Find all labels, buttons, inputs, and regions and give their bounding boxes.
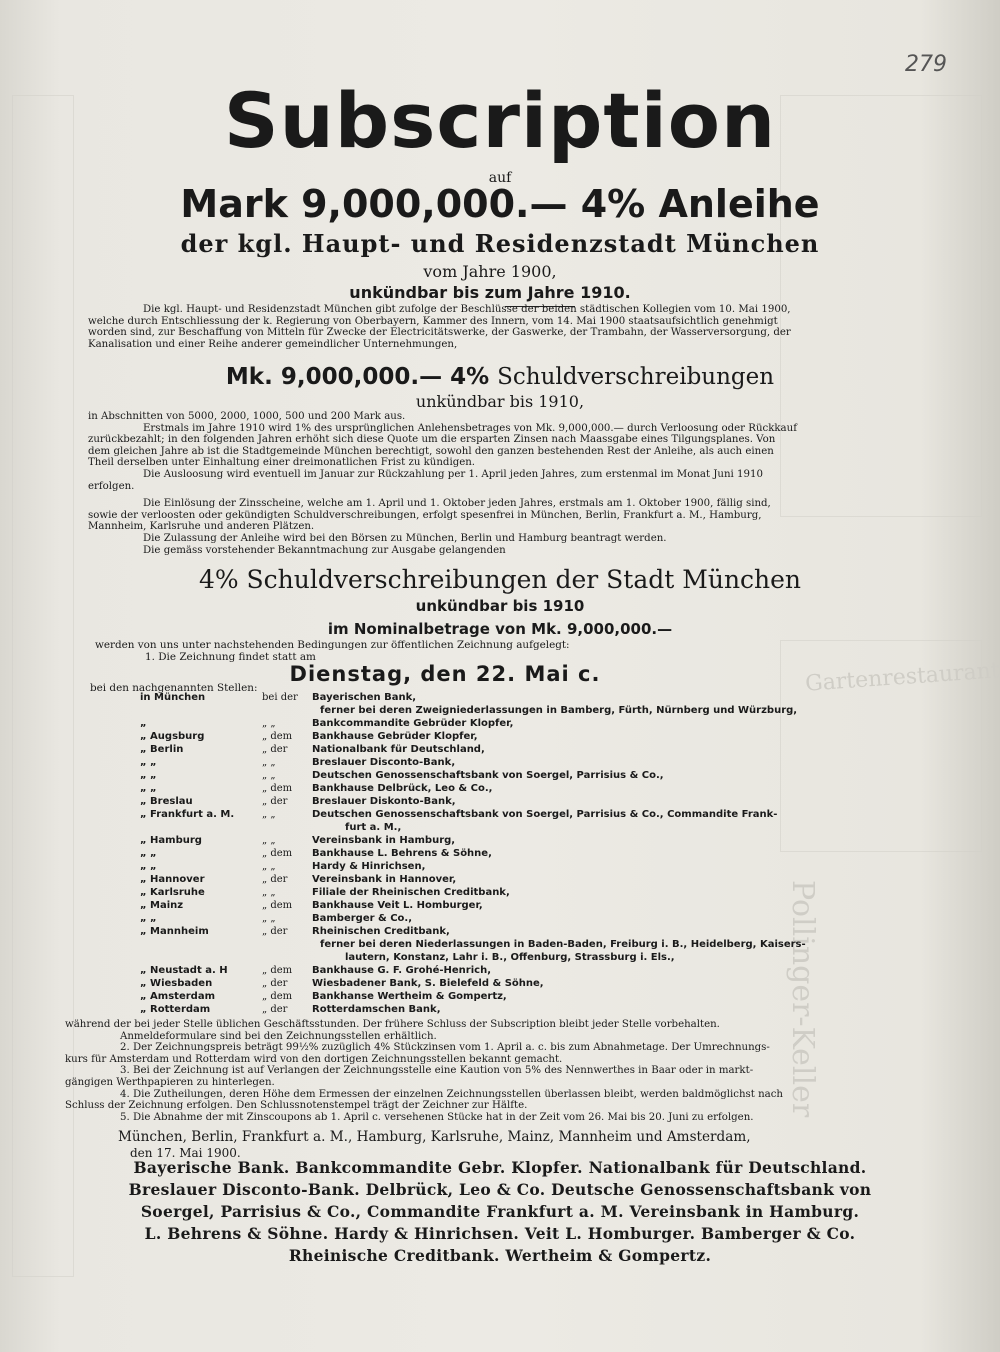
place-bank: Bankhause Delbrück, Leo & Co., [312, 783, 493, 794]
place-separator: „ „ [262, 861, 276, 872]
place-city: in München [140, 692, 206, 703]
place-bank: Rotterdamschen Bank, [312, 1004, 441, 1015]
offer-subheading-1: unkündbar bis 1910 [415, 597, 585, 615]
condition-line: Anmeldeformulare sind bei den Zeichnungsstellen erhältlich. [120, 1030, 437, 1042]
intro-line: welche durch Entschliessung der k. Regierung von Oberbayern, Kammer des Innern, vom 14. Mai 1900 staatsaufsichtlich genehmigt [88, 315, 778, 327]
place-separator: „ „ [262, 913, 276, 924]
auf-label: auf [488, 170, 512, 186]
terms-line: Die Ausloosung wird eventuell im Januar zur Rückzahlung per 1. April jeden Jahres, zum erstenmal im Monat Juni 1910 [143, 468, 763, 480]
place-city: „ Breslau [140, 796, 193, 807]
place-separator: „ dem [262, 991, 293, 1002]
place-city: „ [140, 718, 147, 729]
intro-line: Kanalisation und einer Reihe anderer gemeindlicher Unternehmungen, [88, 338, 458, 350]
place-bank: Bankhause L. Behrens & Söhne, [312, 848, 492, 859]
terms-paragraph [88, 411, 868, 556]
terms-line: dem gleichen Jahre ab ist die Stadtgemeinde München berechtigt, sowohl den ganzen bestehenden Rest der Anleihe, als auch einen [88, 445, 774, 457]
place-separator: „ der [262, 926, 288, 937]
place-bank: Nationalbank für Deutschland, [312, 744, 485, 755]
place-bank: Bankhause Veit L. Homburger, [312, 900, 483, 911]
place-bank: lautern, Konstanz, Lahr i. B., Offenburg, Strassburg i. Els., [345, 952, 675, 963]
offer-line-3: bei den nachgenannten Stellen: [90, 682, 258, 694]
place-city: „ „ [140, 770, 157, 781]
place-separator: bei der [262, 692, 298, 703]
place-separator: „ dem [262, 848, 293, 859]
place-separator: „ dem [262, 965, 293, 976]
signatory-line: Breslauer Disconto-Bank. Delbrück, Leo & Co. Deutsche Genossenschaftsbank von [128, 1180, 872, 1199]
year-line: vom Jahre 1900, [423, 262, 557, 281]
place-separator: „ „ [262, 718, 276, 729]
condition-line: Schluss der Zeichnung erfolgen. Den Schlussnotenstempel trägt der Zeichner zur Hälfte. [65, 1100, 528, 1112]
terms-line: erfolgen. [88, 480, 135, 492]
condition-line: kurs für Amsterdam und Rotterdam wird von den dortigen Zeichnungsstellen bekannt gemacht. [65, 1053, 563, 1065]
place-bank: Deutschen Genossenschaftsbank von Soergel, Parrisius & Co., Commandite Frank- [312, 809, 778, 820]
signatory-line: Soergel, Parrisius & Co., Commandite Frankfurt a. M. Vereinsbank in Hamburg. [140, 1202, 860, 1221]
place-bank: Vereinsbank in Hamburg, [312, 835, 456, 846]
condition-line: 2. Der Zeichnungspreis beträgt 99½% zuzüglich 4% Stückzinsen vom 1. April a. c. bis zum Abnahmetage. Der Umrechnungs- [120, 1042, 770, 1054]
condition-line: 4. Die Zutheilungen, deren Höhe dem Ermessen der einzelnen Zeichnungsstellen überlassen bleibt, werden baldmöglichst nach [120, 1088, 783, 1100]
signatory-line: Rheinische Creditbank. Wertheim & Gompertz. [288, 1246, 712, 1265]
bonds-amount: Mk. 9,000,000.— 4% [225, 364, 490, 390]
offer-line-2: 1. Die Zeichnung findet statt am [145, 651, 316, 663]
offer-subheading-2: im Nominalbetrage von Mk. 9,000,000.— [327, 620, 673, 638]
ghost-side-text-1: Pollinger-Keller [785, 880, 820, 1118]
intro-line: worden sind, zur Beschaffung von Mitteln für Zwecke der Electricitätswerke, der Gaswerke, der Trambahn, der Wasserversorgung, der [88, 327, 791, 339]
city-headline: der kgl. Haupt- und Residenzstadt München [180, 229, 820, 258]
place-city: „ Mannheim [140, 926, 209, 937]
terms-line: Die Einlösung der Zinsscheine, welche am 1. April und 1. Oktober jeden Jahres, erstmals am 1. Oktober 1900, fällig sind, [143, 498, 771, 510]
page-number: 279 [905, 52, 947, 77]
place-city: „ „ [140, 757, 157, 768]
closing-date-line: den 17. Mai 1900. [130, 1146, 241, 1160]
place-city: „ „ [140, 861, 157, 872]
intro-line: Die kgl. Haupt- und Residenzstadt München gibt zufolge der Beschlüsse der beiden städtischen Kollegien vom 10. Mai 1900, [143, 304, 791, 315]
place-bank: Wiesbadener Bank, S. Bielefeld & Söhne, [312, 978, 544, 989]
signatory-line: Bayerische Bank. Bankcommandite Gebr. Klopfer. Nationalbank für Deutschland. [133, 1158, 867, 1177]
subscription-date: Dienstag, den 22. Mai c. [289, 662, 601, 686]
terms-line: zurückbezahlt; in den folgenden Jahren erhöht sich diese Quote um die ersparten Zinsen nach Maassgabe eines Tilgungsplanes. Von [88, 434, 776, 446]
place-city: „ Rotterdam [140, 1004, 211, 1015]
place-bank: Bamberger & Co., [312, 913, 413, 924]
place-separator: „ der [262, 744, 288, 755]
place-bank: Rheinischen Creditbank, [312, 926, 450, 937]
terms-line: Erstmals im Jahre 1910 wird 1% des ursprünglichen Anlehensbetrages von Mk. 9,000,000.— durch Verloosung oder Rückkauf [143, 422, 797, 434]
place-city: „ Wiesbaden [140, 978, 213, 989]
place-bank: Bankhause G. F. Grohé-Henrich, [312, 965, 492, 976]
place-city: „ „ [140, 783, 157, 794]
unkuendbar-line: unkündbar bis zum Jahre 1910. [349, 283, 631, 302]
amount-headline: Mark 9,000,000.— 4% Anleihe [180, 182, 820, 226]
place-separator: „ der [262, 796, 288, 807]
place-separator: „ dem [262, 731, 293, 742]
place-bank: ferner bei deren Zweigniederlassungen in Bamberg, Fürth, Nürnberg und Würzburg, [320, 705, 798, 716]
bonds-heading [60, 364, 940, 390]
ghost-side-text-2: Gartenrestaurant [804, 658, 1000, 697]
place-bank: Deutschen Genossenschaftsbank von Soergel, Parrisius & Co., [312, 770, 664, 781]
page-title: Subscription [223, 76, 777, 165]
offer-heading: 4% Schuldverschreibungen der Stadt München [198, 565, 802, 594]
terms-line: Die Zulassung der Anleihe wird bei den Börsen zu München, Berlin und Hamburg beantragt werden. [143, 532, 667, 544]
place-city: „ Augsburg [140, 731, 205, 742]
condition-line: während der bei jeder Stelle üblichen Geschäftsstunden. Der frühere Schluss der Subscription bleibt jeder Stelle vorbehalten. [65, 1019, 720, 1030]
place-separator: „ „ [262, 757, 276, 768]
bonds-label: Schuldverschreibungen [497, 364, 775, 390]
condition-line: gängigen Werthpapieren zu hinterlegen. [65, 1076, 275, 1088]
place-bank: Filiale der Rheinischen Creditbank, [312, 887, 510, 898]
signatory-line: L. Behrens & Söhne. Hardy & Hinrichsen. Veit L. Homburger. Bamberger & Co. [144, 1224, 856, 1243]
place-separator: „ dem [262, 900, 293, 911]
place-separator: „ „ [262, 809, 276, 820]
place-bank: Vereinsbank in Hannover, [312, 874, 457, 885]
place-separator: „ „ [262, 835, 276, 846]
closing-place-line: München, Berlin, Frankfurt a. M., Hamburg, Karlsruhe, Mainz, Mannheim und Amsterdam, [118, 1129, 751, 1145]
place-bank: Bankhause Gebrüder Klopfer, [312, 731, 478, 742]
place-bank: Breslauer Diskonto-Bank, [312, 796, 456, 807]
place-bank: ferner bei deren Niederlassungen in Baden-Baden, Freiburg i. B., Heidelberg, Kaisers- [320, 939, 806, 950]
place-city: „ „ [140, 913, 157, 924]
place-bank: Bankcommandite Gebrüder Klopfer, [312, 718, 514, 729]
place-city: „ Hannover [140, 874, 205, 885]
condition-line: 5. Die Abnahme der mit Zinscoupons ab 1. April c. versehenen Stücke hat in der Zeit vom 26. Mai bis 20. Juni zu erfolgen. [120, 1111, 754, 1123]
place-city: „ Karlsruhe [140, 887, 205, 898]
place-city: „ Hamburg [140, 835, 202, 846]
place-separator: „ der [262, 978, 288, 989]
terms-line: sowie der verloosten oder gekündigten Schuldverschreibungen, erfolgt spesenfrei in München, Berlin, Frankfurt a. M., Hamburg, [88, 509, 762, 521]
terms-line: Mannheim, Karlsruhe und anderen Plätzen. [88, 521, 315, 533]
place-city: „ „ [140, 848, 157, 859]
place-bank: Bayerischen Bank, [312, 692, 417, 703]
offer-line-1: werden von uns unter nachstehenden Bedingungen zur öffentlichen Zeichnung aufgelegt: [95, 639, 570, 651]
place-city: „ Frankfurt a. M. [140, 809, 235, 820]
place-separator: „ der [262, 1004, 288, 1015]
place-bank: Hardy & Hinrichsen, [312, 861, 426, 872]
place-separator: „ „ [262, 887, 276, 898]
conditions-paragraph [65, 1019, 865, 1123]
terms-line: Die gemäss vorstehender Bekanntmachung zur Ausgabe gelangenden [143, 544, 506, 556]
place-bank: furt a. M., [345, 822, 402, 833]
place-separator: „ „ [262, 770, 276, 781]
place-bank: Bankhanse Wertheim & Gompertz, [312, 991, 507, 1002]
terms-line: Theil derselben unter Einhaltung einer dreimonatlichen Frist zu kündigen. [88, 457, 476, 469]
place-city: „ Amsterdam [140, 991, 215, 1002]
place-city: „ Berlin [140, 744, 184, 755]
place-city: „ Mainz [140, 900, 184, 911]
place-separator: „ der [262, 874, 288, 885]
condition-line: 3. Bei der Zeichnung ist auf Verlangen der Zeichnungsstelle eine Kaution von 5% des Nennwerthes in Baar oder in markt- [120, 1065, 754, 1077]
terms-line: in Abschnitten von 5000, 2000, 1000, 500 und 200 Mark aus. [88, 411, 406, 422]
place-separator: „ dem [262, 783, 293, 794]
place-city: „ Neustadt a. H [140, 965, 228, 976]
place-bank: Breslauer Disconto-Bank, [312, 757, 456, 768]
intro-paragraph [88, 304, 868, 350]
bonds-subheading: unkündbar bis 1910, [415, 392, 585, 411]
